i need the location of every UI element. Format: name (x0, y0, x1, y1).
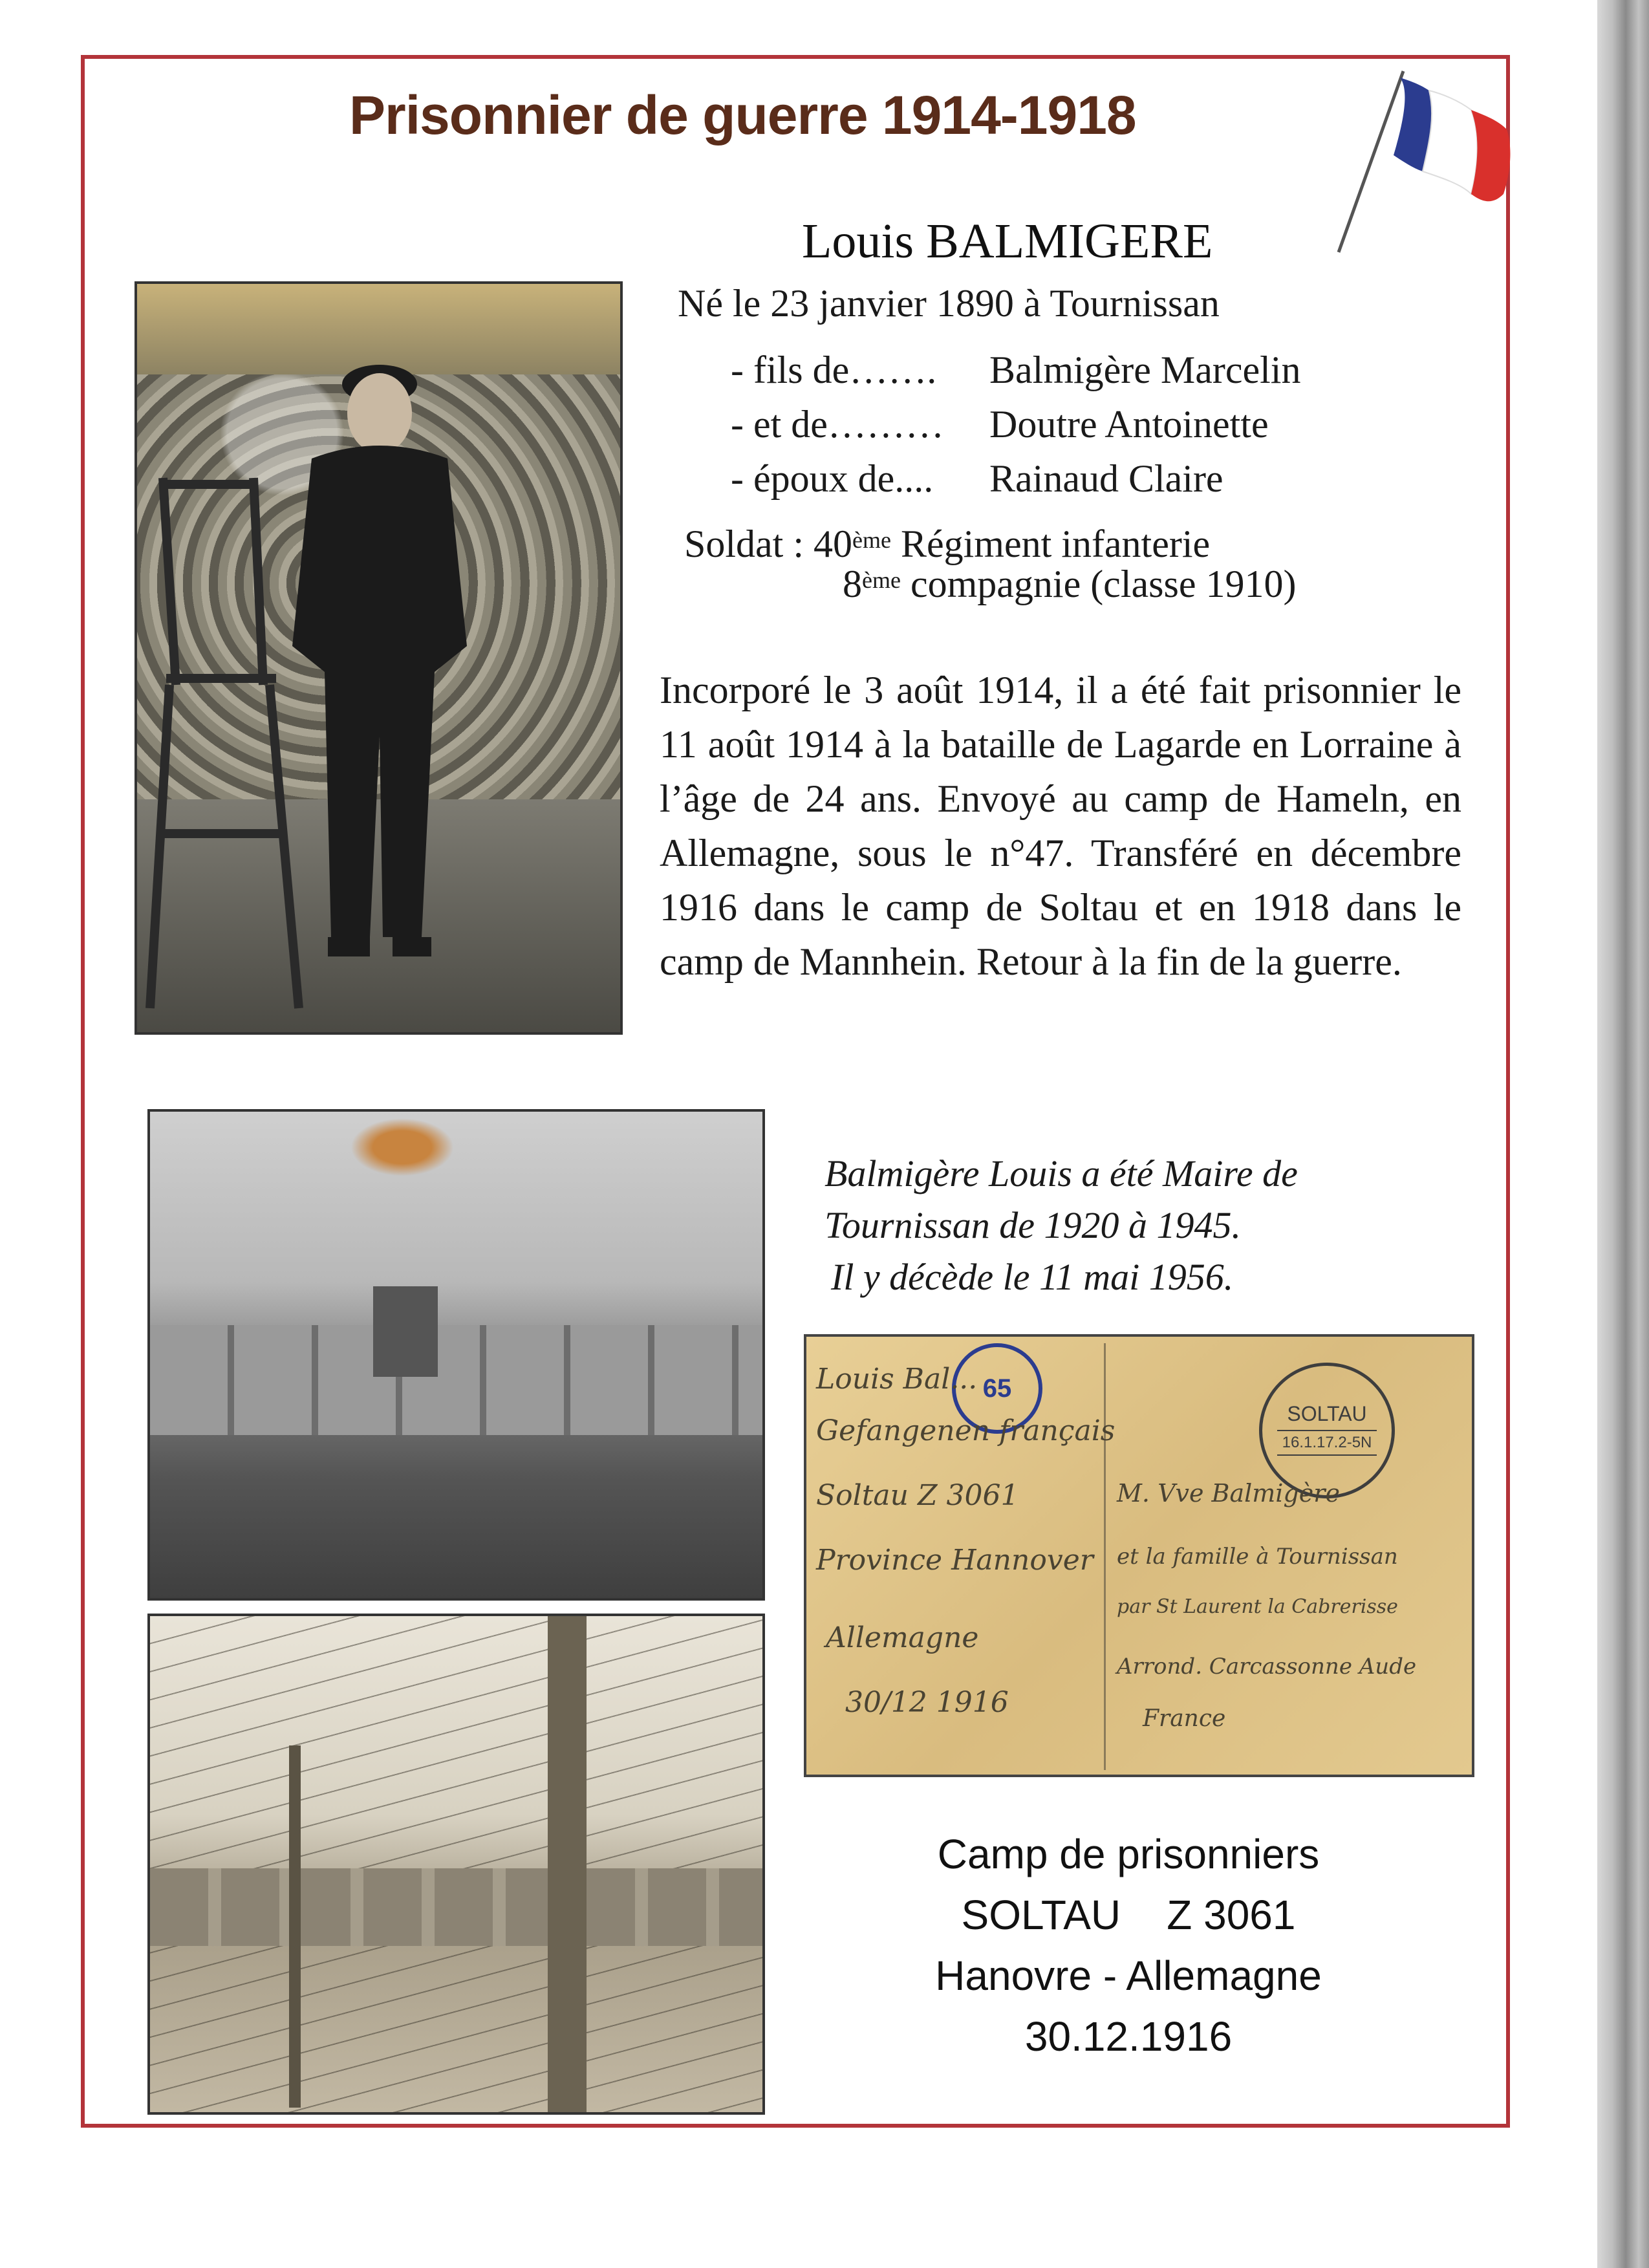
parents-list (731, 343, 1442, 506)
mayor-note: Balmigère Louis a été Maire de Tournissan de 1920 à 1945. Il y décède le 11 mai 1956. (824, 1152, 1298, 1298)
birth-line: Né le 23 janvier 1890 à Tournissan (678, 282, 1220, 325)
biography-text: Incorporé le 3 août 1914, il a été fait prisonnier le 11 août 1914 à la bataille de Lagarde en Lorraine à l’âge de 24 ans. Envoyé au camp de Hameln, en Allemagne, sous le n°47. Transféré en décembre 1916 dans le camp de Soltau et en 1918 dans le camp de Mannhein. Retour à la fin de la guerre. (660, 669, 1461, 983)
binder-edge (1597, 0, 1649, 2268)
parent-label: - et de……… (731, 403, 944, 446)
parent-value: Doutre Antoinette (989, 403, 1269, 446)
person-name: Louis BALMIGERE (802, 214, 1213, 268)
censor-stamp: 65 (952, 1343, 1042, 1434)
parent-row (731, 451, 1442, 506)
parent-value: Balmigère Marcelin (989, 349, 1301, 391)
parent-label: - fils de……. (731, 349, 937, 391)
soldier-portrait-photo (135, 281, 623, 1035)
regiment-line: Soldat : 40ème Régiment infanterie (684, 523, 1211, 565)
camp-caption: Camp de prisonniers SOLTAU Z 3061 Hanovre - Allemagne 30.12.1916 (935, 1831, 1322, 2060)
prisoner-postcard: 65 SOLTAU 16.1.17.2-5N Louis Bal... Gefangenen français Soltau Z 3061 Province Hannover Allemagne 30/12 1916 M. Vve Balmigère et la famille à Tournissan par St Laurent la Cabrerisse Arrond. Carcassonne Aude France (804, 1334, 1474, 1777)
camp-photo-barracks (147, 1109, 765, 1601)
parent-label: - époux de.... (731, 457, 934, 500)
parent-row (731, 397, 1442, 451)
page-title: Prisonnier de guerre 1914-1918 (349, 85, 1136, 146)
french-flag-icon (1332, 65, 1513, 259)
soldier-info (684, 524, 1460, 604)
postmark-stamp: SOLTAU 16.1.17.2-5N (1259, 1363, 1395, 1498)
parent-row (731, 343, 1442, 397)
company-line: 8ème compagnie (classe 1910) (843, 563, 1297, 605)
camp-photo-street (147, 1614, 765, 2115)
parent-value: Rainaud Claire (989, 457, 1223, 500)
